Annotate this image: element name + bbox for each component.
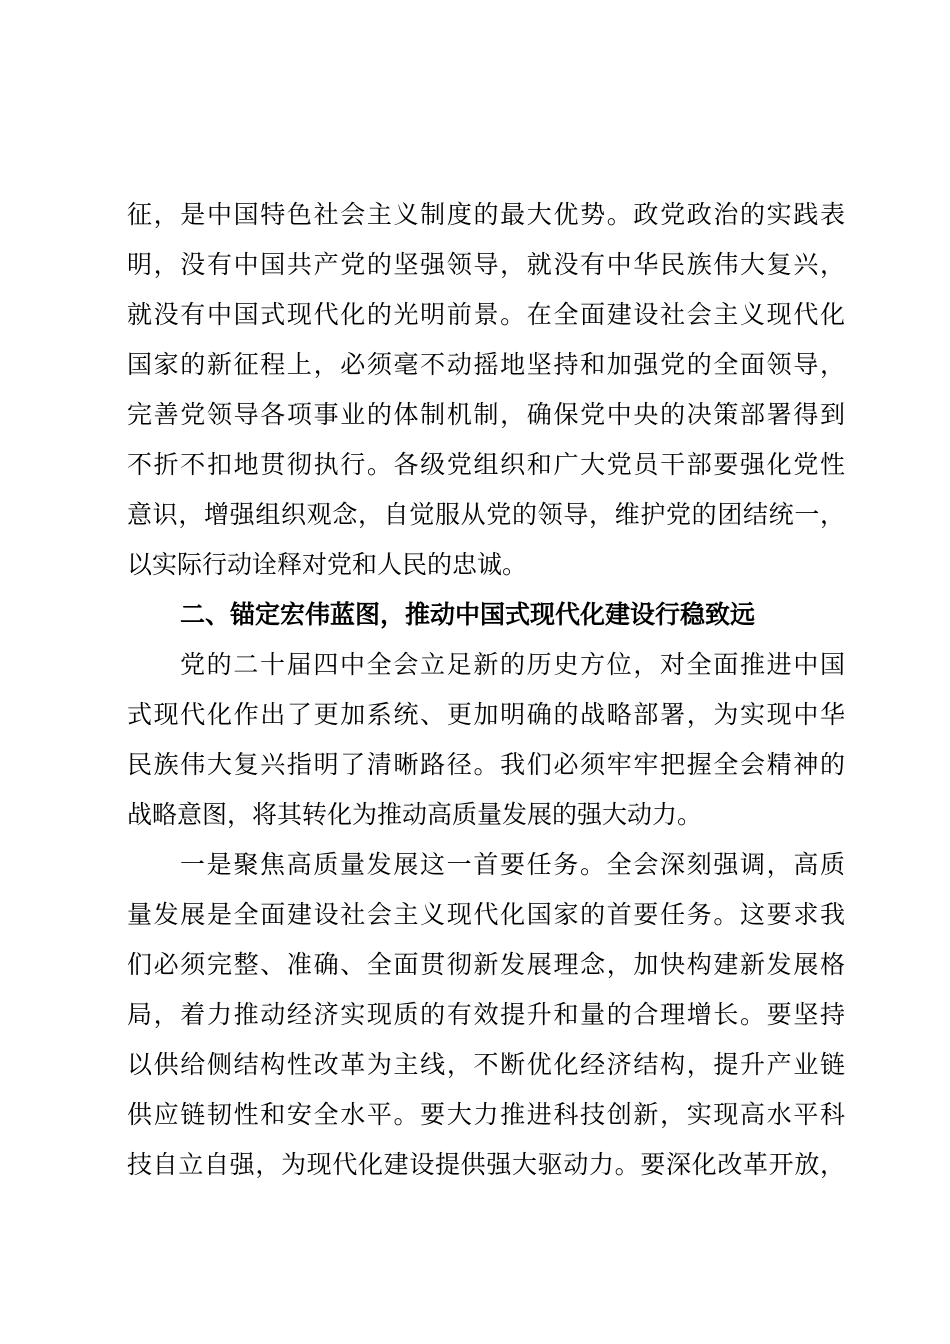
body-line: 一是聚焦高质量发展这一首要任务。全会深刻强调，高质: [180, 850, 845, 879]
body-line: 以实际行动诠释对党和人民的忠诚。: [127, 550, 528, 579]
body-line: 征，是中国特色社会主义制度的最大优势。政党政治的实践表: [127, 200, 845, 229]
body-line: 技自立自强，为现代化建设提供强大驱动力。要深化改革开放，: [127, 1150, 845, 1179]
body-line: 不折不扣地贯彻执行。各级党组织和广大党员干部要强化党性: [127, 450, 845, 479]
body-line: 民族伟大复兴指明了清晰路径。我们必须牢牢把握全会精神的: [127, 750, 845, 779]
body-line: 们必须完整、准确、全面贯彻新发展理念，加快构建新发展格: [127, 950, 845, 979]
body-line: 局，着力推动经济实现质的有效提升和量的合理增长。要坚持: [127, 1000, 845, 1029]
body-line: 就没有中国式现代化的光明前景。在全面建设社会主义现代化: [127, 300, 845, 329]
body-line: 意识，增强组织观念，自觉服从党的领导，维护党的团结统一，: [127, 500, 845, 529]
body-line: 国家的新征程上，必须毫不动摇地坚持和加强党的全面领导，: [127, 350, 845, 379]
body-line: 党的二十届四中全会立足新的历史方位，对全面推进中国: [180, 650, 845, 679]
body-line: 供应链韧性和安全水平。要大力推进科技创新，实现高水平科: [127, 1100, 845, 1129]
body-line: 量发展是全面建设社会主义现代化国家的首要任务。这要求我: [127, 900, 845, 929]
body-line: 以供给侧结构性改革为主线，不断优化经济结构，提升产业链: [127, 1050, 845, 1079]
body-line: 完善党领导各项事业的体制机制，确保党中央的决策部署得到: [127, 400, 845, 429]
body-line: 明，没有中国共产党的坚强领导，就没有中华民族伟大复兴，: [127, 250, 845, 279]
body-line: 战略意图，将其转化为推动高质量发展的强大动力。: [127, 800, 703, 829]
body-line: 式现代化作出了更加系统、更加明确的战略部署，为实现中华: [127, 700, 845, 729]
section-heading: 二、锚定宏伟蓝图，推动中国式现代化建设行稳致远: [180, 600, 756, 629]
